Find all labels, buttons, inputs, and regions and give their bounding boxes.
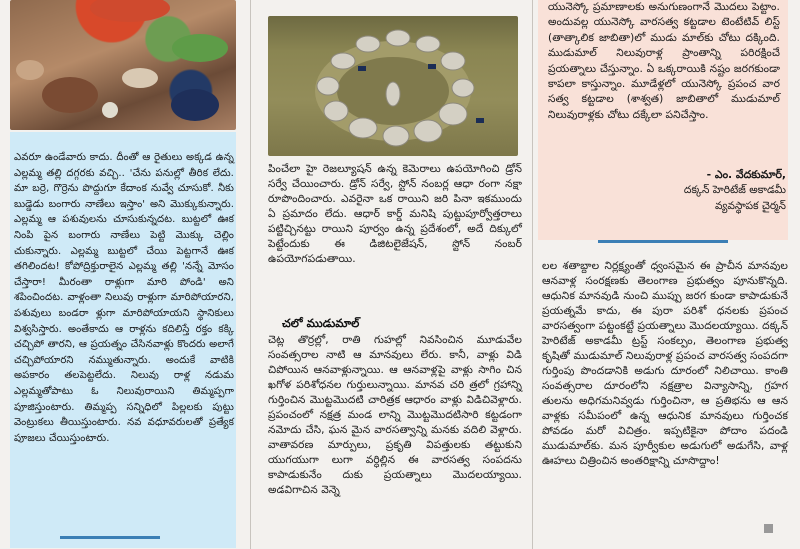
end-mark-icon	[764, 524, 773, 533]
column-2-paragraph-1: పించేలా హై రెజల్యూషన్ ఉన్న కెమెరాలు ఉపయోగించి డ్రోన్ సర్వే చేయించారు. డ్రోన్ సర్వే, స్టోన్ నంబర్ల ఆధా రంగా నక్షా రూపొందించారు. ఎవరైనా ఒక రాయిని జరి పినా ఇకముందు ఏ ప్రమాదం లేదు. ఆధార్ కార్డ్ మనిషి పుట్టుపూర్వోత్తరాలు పట్టిచ్చినట్టు రాయిని పూర్వం ఉన్న ప్రదేశంలో, అదే దిక్కులో పెట్టేందుకు ఈ డిజిటలైజేషన్, స్టోన్ నంబర్ ఉపయోగపడుతాయి.	[268, 163, 522, 265]
article-column-2	[256, 0, 530, 549]
photo-stone-circle-art	[268, 16, 518, 156]
column-3-paragraph: లల శతాబ్దాల నిర్లక్ష్యంతో ధ్వంసమైన ఈ ప్రాచీన మానవుల ఆనవాళ్ల సంరక్షణకు తెలంగాణ ప్రభుత్వం పూనుకొన్నది. ఆధునిక మానవుడి నుంచి ముప్పు జరగ కుండా కాపాడుకునే ప్రయత్నమే కాదు, ఈ పురా పరిశో ధనలకు ప్రపంచ వారసత్వంగా పట్టంకట్టే ప్రయత్నాలు మొదలయ్యాయి. దక్కన్ హెరిటేజ్ అకాడమీ ట్రస్ట్ సంకల్పం, తెలంగాణ ప్రభుత్వ కృషితో ముడుమాల్ నిలువురాళ్ల ప్రపంచ వారసత్వ సంపదగా గుర్తింపు పొందడానికి అడుగు దూరంలో నిలిచాయి. కాంతి సంవత్సరాల దూరంలోని నక్షత్రాల విన్యాసాన్ని, గ్రహగ తులను అధిగమనివ్వడు గుర్తించినా, ఆ ప్రతిభను ఆ ఆన వాళ్లకు సమీపంలో ఉన్న ఆధునిక మానవులు గుర్తించక పోవడం మరో విచిత్రం. ఇప్పటికైనా పోదాం పదండి ముడుమాల్‌కు. మన పూర్వీకుల అడుగులో అడుగేసి, వాళ్ల ఊహలు చిత్రించిన అంతరిక్షాన్ని చూసొద్దాం!	[542, 260, 788, 467]
photo-offerings-art	[10, 0, 236, 130]
section-heading-chalo-mudumal: చలో ముడుమాల్	[282, 316, 360, 330]
quote-signature-title: వ్యవస్థాపక చైర్మన్	[715, 200, 786, 212]
photo-stone-circle	[268, 16, 518, 156]
quote-box-paragraph: యునెస్కో ప్రమాణాలకు అనుగుణంగానే మొదలు పెట్టాం. అందువల్ల యునెస్కో వారసత్వ కట్టడాల టెంటేటివ్ లిస్ట్ (తాత్కాలిక జాబితా)లో ముడు మాల్‌కు చోటు దక్కింది. ముడుమాల్ నిలువురాళ్ల ప్రాంతాన్ని పరిరక్షించే ప్రయత్నాలు చేస్తున్నాం. ఏ ఒక్కరాయికి నష్టం జరగకుండా కాపలా కాస్తున్నాం. మూడేళ్లలో యునెస్కో ప్రపంచ వార సత్వ కట్టడాల (శాశ్వత) జాబితాలో ముడుమాల్ నిలువురాళ్లకు చోటు దక్కేలా పనిచేస్తాం.	[548, 1, 780, 121]
column-divider	[532, 0, 533, 549]
quote-box-rule	[598, 240, 728, 243]
quote-signature-org: దక్కన్ హెరిటేజ్ అకాడమీ	[683, 184, 786, 196]
column-2-paragraph-2: చెట్ల తొర్రల్లో, రాతి గుహల్లో నివసించిన మూడువేల సంవత్సరాల నాటి ఆ మానవులు లేరు. కానీ, వాళ్లు విడి చిపోయిన ఆనవాళ్లున్నాయి. ఆ ఆనవాళ్లపై వాళ్లు సాగిం చిన ఖగోళ పరిశోధనల గుర్తులున్నాయి. మానవ చరి త్రలో గ్రహాన్ని గుర్తించిన మొట్టమొదటి చారిత్రక ఆధారం వాళ్లు విడిచివెళ్లారు. ప్రపంచంలో నక్షత్ర మండ లాన్ని మొట్టమొదటిసారి కట్టడంగా నమోదు చేసి, ఘన మైన వారసత్వాన్ని మనకు వదిలి వెళ్లారు. వాతావరణ మార్పులు, ప్రకృతి విపత్తులకు తట్టుకుని యుగయుగా లుగా వర్ధిల్లిన ఈ వారసత్వ సంపదను కాపాడుకునేం దుకు ప్రయత్నాలు మొదలయ్యాయి. అడవిగాచిన వెన్నె	[268, 334, 522, 496]
article-column-1	[0, 0, 248, 549]
column-1-rule	[60, 536, 160, 539]
column-divider	[250, 0, 251, 549]
quote-signature-name: - ఎం. వేదకుమార్,	[706, 168, 786, 181]
article-column-3	[538, 0, 800, 549]
photo-offerings	[10, 0, 236, 130]
column-1-paragraph: ఎవరూ ఉండేవారు కాదు. దీంతో ఆ రైతులు అక్కడ ఉన్న ఎల్లమ్మ తల్లి దగ్గరకు వచ్చి.. 'చేను పనుల్లో తీరిక లేదు. మా బర్రె, గొర్రెను పొద్దుగూ కేదాంక నువ్వే చూసుకో. నీకు బుడ్డెడు బంగారు నాణేలు ఇస్తాం' అని మొక్కుకున్నారు. ఎల్లమ్మ ఆ పశువులను చూసుకున్నదట. బుట్టలో ఊక నింపి పైన బంగారు నాణేలు పెట్టి మొక్కు చెల్లిం చుకున్నారు. ఎల్లమ్మ బుట్టలో చేయి పెట్టగానే ఊక తగిలిందట! కోపోద్రిక్తురాలైన ఎల్లమ్మ తల్లి 'నన్నే మోసం చేస్తారా! మీరంతా రాళ్లుగా మారి పోండి' అని శపించిందట. వాళ్లంతా నిలువు రాళ్లుగా మారిపోయారని, పశువులు బండరా ళ్లుగా మారిపోయాయని స్థానికులు విశ్వసిస్తారు. అంతేకాదు ఆ రాళ్లను కదిలిస్తే రక్తం కక్కి చచ్చిపో తారని, ఆ ప్రయత్నం చేసినవాళ్లు కొందరు అలాగే చచ్చిపోయారని నమ్ముతున్నారు. అందుకే వాటికి అపకారం తలపెట్టలేదు. నిలువు రాళ్ల నడుమ ఎల్లమ్మతోపాటు ఓ నిలువురాయిని తిమ్మప్పగా పూజిస్తుంటారు. తిమ్మప్ప సన్నిధిలో పిల్లలకు పుట్టు వెంట్రుకలు తీయిస్తుంటారు. నవ వధూవరులతో ప్రత్యేక పూజలు చేయిస్తుంటారు.	[14, 152, 234, 444]
